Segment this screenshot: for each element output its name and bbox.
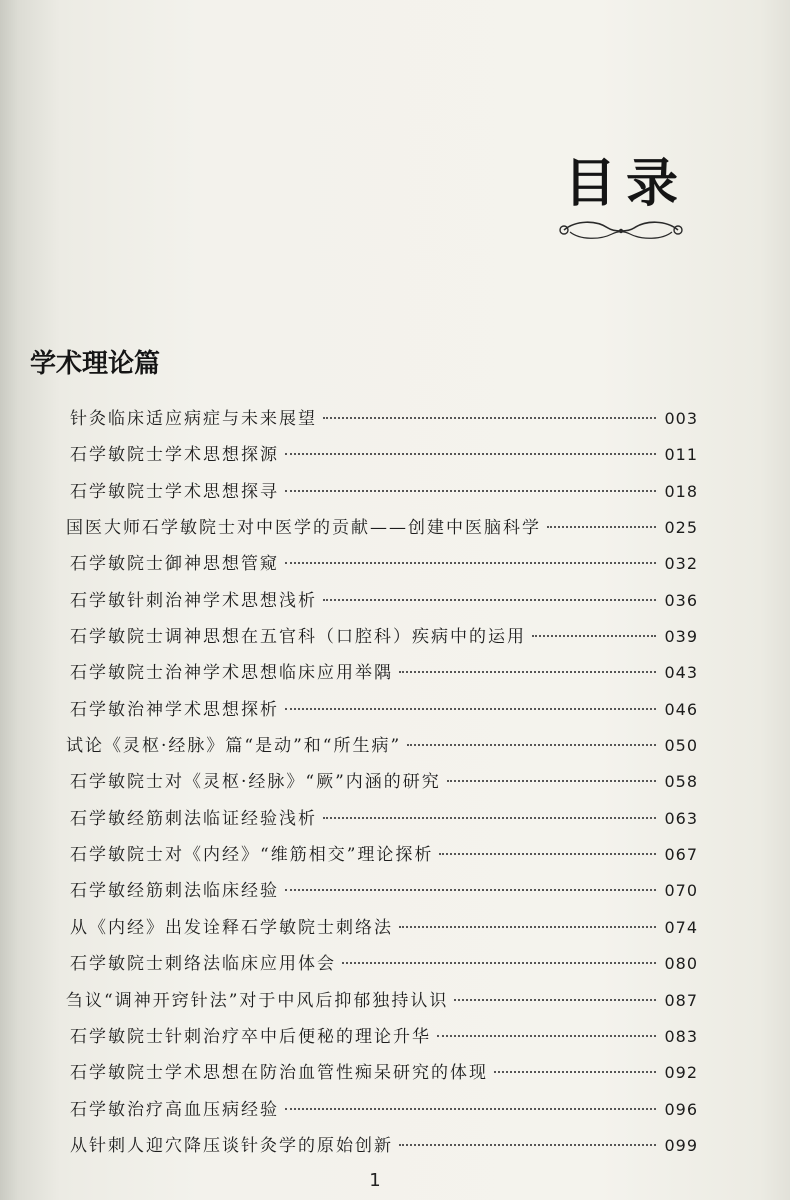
toc-entry-page: 011 bbox=[664, 445, 698, 465]
toc-entry[interactable] bbox=[70, 913, 698, 949]
leader-dots bbox=[439, 853, 656, 855]
toc-entry-page: 032 bbox=[664, 554, 698, 574]
toc-entry-title: 石学敏院士对《内经》“维筋相交”理论探析 bbox=[70, 845, 434, 866]
toc-entry-page: 043 bbox=[664, 663, 698, 683]
toc-entry[interactable] bbox=[70, 949, 698, 985]
toc-entry-page: 087 bbox=[664, 990, 698, 1010]
toc-entry-page: 039 bbox=[664, 627, 698, 647]
toc-entry-title: 石学敏经筋刺法临床经验 bbox=[70, 881, 279, 902]
toc-entry[interactable] bbox=[70, 404, 698, 440]
toc-entry[interactable] bbox=[66, 731, 698, 767]
leader-dots bbox=[399, 1144, 656, 1146]
toc-entry-title: 国医大师石学敏院士对中医学的贡献——创建中医脑科学 bbox=[66, 518, 541, 539]
leader-dots bbox=[285, 1108, 656, 1110]
leader-dots bbox=[285, 490, 656, 492]
toc-entry-title: 石学敏治疗高血压病经验 bbox=[70, 1099, 279, 1120]
toc-entry-title: 石学敏针刺治神学术思想浅析 bbox=[70, 590, 317, 611]
toc-entry-page: 036 bbox=[664, 590, 698, 610]
toc-entry-title: 针灸临床适应病症与未来展望 bbox=[70, 409, 317, 429]
toc-entry-page: 096 bbox=[664, 1099, 698, 1119]
toc-entry-page: 080 bbox=[664, 954, 698, 974]
leader-dots bbox=[285, 453, 656, 455]
toc-entry-page: 067 bbox=[664, 845, 698, 865]
toc-list bbox=[66, 404, 698, 1167]
leader-dots bbox=[285, 889, 656, 891]
leader-dots bbox=[323, 417, 656, 419]
toc-entry-title: 石学敏院士御神思想管窥 bbox=[70, 554, 279, 575]
toc-entry-page: 018 bbox=[664, 481, 698, 501]
toc-entry-page: 063 bbox=[664, 808, 698, 828]
toc-entry-page: 025 bbox=[664, 518, 698, 538]
toc-entry-page: 046 bbox=[664, 699, 698, 719]
toc-entry-title: 石学敏院士针刺治疗卒中后便秘的理论升华 bbox=[70, 1026, 431, 1047]
leader-dots bbox=[447, 780, 657, 782]
leader-dots bbox=[407, 744, 656, 746]
leader-dots bbox=[494, 1071, 656, 1073]
leader-dots bbox=[323, 599, 656, 601]
toc-entry-title: 石学敏院士对《灵枢·经脉》“厥”内涵的研究 bbox=[70, 772, 441, 793]
toc-entry[interactable] bbox=[70, 658, 698, 694]
toc-entry-title: 刍议“调神开窍针法”对于中风后抑郁独持认识 bbox=[66, 990, 449, 1011]
toc-entry-title: 石学敏院士学术思想在防治血管性痴呆研究的体现 bbox=[70, 1063, 488, 1084]
toc-entry[interactable] bbox=[70, 1022, 698, 1058]
toc-entry[interactable] bbox=[70, 767, 698, 803]
toc-entry[interactable] bbox=[70, 695, 698, 731]
toc-entry-page: 003 bbox=[664, 409, 698, 428]
section-heading: 学术理论篇 bbox=[30, 349, 161, 379]
toc-entry-page: 092 bbox=[664, 1063, 698, 1083]
toc-entry-title: 石学敏院士学术思想探源 bbox=[70, 445, 279, 466]
toc-entry-title: 石学敏院士学术思想探寻 bbox=[70, 481, 279, 502]
page-title: 目录 bbox=[563, 154, 688, 214]
leader-dots bbox=[342, 962, 656, 964]
leader-dots bbox=[323, 817, 656, 819]
toc-entry[interactable] bbox=[70, 804, 698, 840]
toc-entry-title: 从《内经》出发诠释石学敏院士刺络法 bbox=[70, 917, 393, 938]
toc-entry-title: 石学敏院士刺络法临床应用体会 bbox=[70, 954, 336, 975]
leader-dots bbox=[285, 708, 656, 710]
toc-entry[interactable] bbox=[70, 840, 698, 876]
toc-entry-page: 083 bbox=[664, 1026, 698, 1046]
toc-entry[interactable] bbox=[70, 549, 698, 585]
toc-header bbox=[554, 154, 688, 244]
leader-dots bbox=[532, 635, 656, 637]
toc-entry-title: 试论《灵枢·经脉》篇“是动”和“所生病” bbox=[66, 736, 402, 757]
toc-entry[interactable] bbox=[70, 1058, 698, 1094]
toc-entry-page: 058 bbox=[664, 772, 698, 792]
toc-entry-title: 石学敏治神学术思想探析 bbox=[70, 699, 279, 720]
leader-dots bbox=[399, 926, 656, 928]
leader-dots bbox=[285, 562, 656, 564]
toc-entry-page: 050 bbox=[664, 736, 698, 756]
toc-entry-title: 石学敏经筋刺法临证经验浅析 bbox=[70, 808, 317, 829]
toc-entry-title: 石学敏院士调神思想在五官科（口腔科）疾病中的运用 bbox=[70, 627, 526, 648]
toc-entry-page: 070 bbox=[664, 881, 698, 901]
toc-entry[interactable] bbox=[70, 1131, 698, 1167]
toc-entry[interactable] bbox=[66, 513, 698, 549]
toc-entry[interactable] bbox=[70, 622, 698, 658]
scroll-ornament-icon bbox=[556, 216, 686, 244]
toc-entry-title: 从针刺人迎穴降压谈针灸学的原始创新 bbox=[70, 1135, 393, 1156]
toc-entry[interactable] bbox=[70, 586, 698, 622]
toc-entry[interactable] bbox=[70, 1095, 698, 1131]
toc-entry[interactable] bbox=[66, 986, 698, 1022]
toc-entry-title: 石学敏院士治神学术思想临床应用举隅 bbox=[70, 663, 393, 684]
toc-entry[interactable] bbox=[70, 440, 698, 476]
leader-dots bbox=[399, 671, 656, 673]
leader-dots bbox=[547, 526, 656, 528]
leader-dots bbox=[437, 1035, 656, 1037]
toc-entry[interactable] bbox=[70, 477, 698, 513]
page-number: 1 bbox=[369, 1170, 381, 1191]
toc-entry-page: 074 bbox=[664, 917, 698, 937]
leader-dots bbox=[454, 999, 656, 1001]
toc-entry[interactable] bbox=[70, 876, 698, 912]
toc-entry-page: 099 bbox=[664, 1135, 698, 1155]
